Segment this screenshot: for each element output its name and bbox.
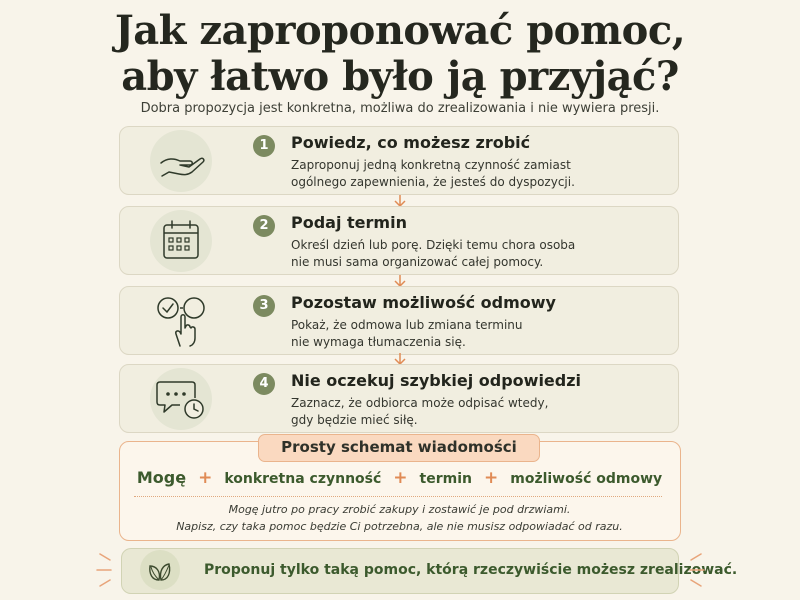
decorative-rays-right — [683, 548, 709, 592]
plus-operator: + — [198, 468, 213, 488]
step-card-1 — [119, 126, 679, 195]
formula-term: Mogę — [136, 468, 187, 487]
step-description-line: Zaproponuj jedną konkretną czynność zamiast — [291, 158, 571, 172]
title-line-1: Jak zaproponować pomoc, — [114, 7, 686, 54]
calendar-icon — [150, 210, 212, 272]
step-description — [291, 395, 548, 429]
tip-text: Proponuj tylko taką pomoc, którą rzeczywiście możesz zrealizować. — [204, 562, 738, 578]
step-description-line: nie wymaga tłumaczenia się. — [291, 335, 466, 349]
step-card-3 — [119, 286, 679, 355]
step-description-line: Pokaż, że odmowa lub zmiana terminu — [291, 318, 523, 332]
decorative-rays-left — [92, 548, 118, 592]
step-heading: Podaj termin — [291, 213, 407, 232]
step-number: 1 — [253, 135, 275, 157]
step-description-line: ogólnego zapewnienia, że jesteś do dyspozycji. — [291, 175, 575, 189]
message-schema-box — [119, 438, 681, 541]
step-description-line: gdy będzie mieć siłę. — [291, 413, 418, 427]
formula-term: możliwość odmowy — [510, 471, 663, 487]
message-formula — [120, 468, 679, 488]
plus-operator: + — [393, 468, 408, 488]
tip-box — [121, 548, 738, 594]
schema-title: Prosty schemat wiadomości — [258, 434, 540, 462]
leaves-icon — [140, 550, 180, 590]
step-heading: Pozostaw możliwość odmowy — [291, 293, 556, 312]
step-card-4 — [119, 364, 679, 433]
plus-operator: + — [483, 468, 499, 488]
step-description-line: Określ dzień lub porę. Dzięki temu chora osoba — [291, 238, 576, 252]
step-number: 2 — [253, 215, 275, 237]
step-description — [291, 157, 575, 191]
step-card-2 — [119, 206, 679, 275]
step-heading: Nie oczekuj szybkiej odpowiedzi — [291, 371, 582, 390]
subtitle: Dobra propozycja jest konkretna, możliwa do zrealizowania i nie wywiera presji. — [140, 101, 660, 116]
example-message-line: Napisz, czy taka pomoc będzie Ci potrzebna, ale nie musisz odpowiadać od razu. — [176, 520, 623, 533]
step-number: 4 — [253, 373, 275, 395]
dotted-divider — [134, 496, 662, 497]
chat-clock-icon — [150, 368, 212, 430]
step-description — [291, 317, 523, 351]
step-number: 3 — [253, 295, 275, 317]
title-line-2: aby łatwo było ją przyjąć? — [121, 53, 679, 100]
step-description-line: nie musi sama organizować całej pomocy. — [291, 255, 544, 269]
step-description-line: Zaznacz, że odbiorca może odpisać wtedy, — [291, 396, 549, 410]
step-heading: Powiedz, co możesz zrobić — [291, 133, 531, 152]
page-title — [0, 8, 800, 100]
formula-term: termin — [419, 471, 472, 487]
choice-hand-icon — [150, 290, 212, 352]
step-description — [291, 237, 575, 271]
example-message-line: Mogę jutro po pracy zrobić zakupy i zostawić je pod drzwiami. — [228, 503, 571, 516]
open-hand-icon — [150, 130, 212, 192]
formula-term: konkretna czynność — [224, 471, 382, 487]
